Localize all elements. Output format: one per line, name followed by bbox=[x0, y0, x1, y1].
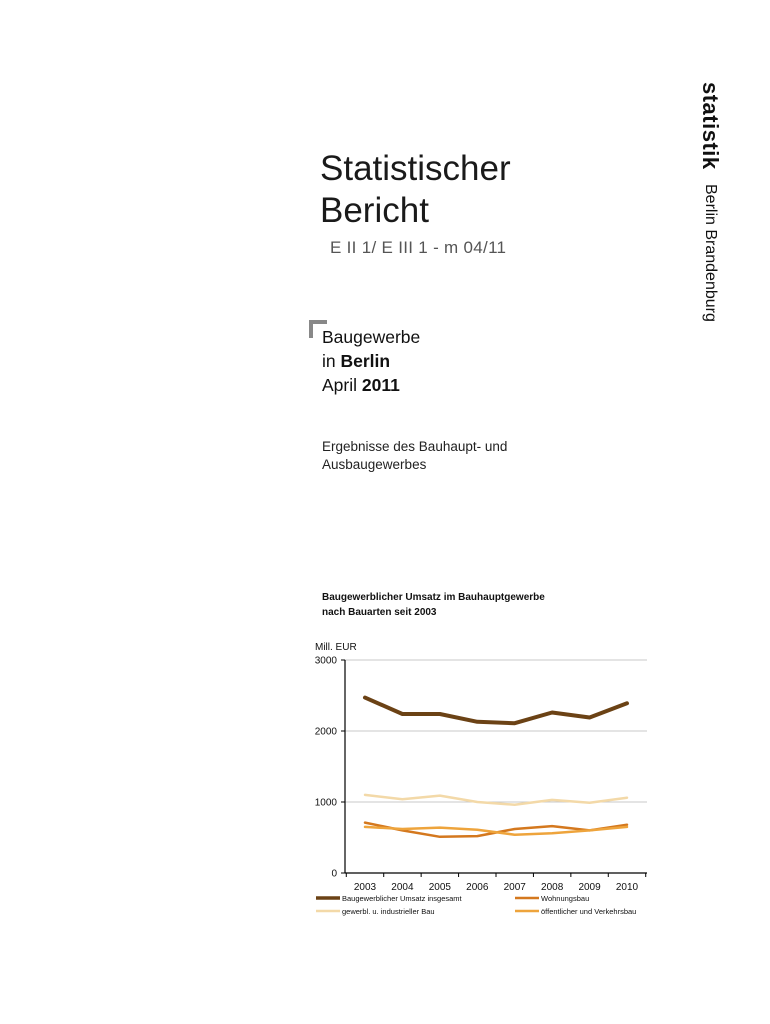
chart-series bbox=[365, 698, 627, 837]
y-tick-label: 0 bbox=[331, 868, 337, 880]
x-tick-label: 2003 bbox=[353, 882, 377, 893]
chart-legend bbox=[316, 894, 636, 916]
brand-statistik: statistik bbox=[698, 82, 723, 170]
series-line-2 bbox=[365, 795, 627, 805]
x-tick-label: 2006 bbox=[466, 882, 489, 893]
y-tick-label: 1000 bbox=[314, 797, 337, 809]
x-tick-label: 2009 bbox=[578, 882, 601, 893]
chart-axes bbox=[341, 660, 647, 877]
legend-label: öffentlicher und Verkehrsbau bbox=[541, 907, 637, 916]
report-title-line2: Bericht bbox=[320, 191, 429, 230]
legend-item bbox=[515, 894, 589, 903]
intro-line1: Ergebnisse des Bauhaupt- und bbox=[322, 439, 508, 454]
y-tick-label: 3000 bbox=[314, 655, 337, 667]
series-line-0 bbox=[365, 698, 627, 724]
x-tick-label: 2005 bbox=[428, 882, 451, 893]
legend-label: Baugewerblicher Umsatz insgesamt bbox=[342, 894, 462, 903]
legend-item bbox=[316, 907, 435, 916]
legend-item bbox=[316, 894, 463, 903]
subject-line2: in Berlin bbox=[322, 351, 391, 371]
subject-region: Berlin bbox=[340, 351, 391, 371]
intro-line2: Ausbaugewerbes bbox=[322, 457, 427, 472]
legend-label: Wohnungsbau bbox=[541, 894, 590, 903]
chart-heading-line2: nach Bauarten seit 2003 bbox=[322, 607, 437, 618]
x-tick-label: 2010 bbox=[615, 882, 639, 893]
x-tick-label: 2008 bbox=[541, 882, 564, 893]
subject-line3: April 2011 bbox=[322, 375, 400, 395]
chart-labels bbox=[315, 642, 639, 893]
subject-year: 2011 bbox=[361, 375, 400, 395]
chart-heading-line1: Baugewerblicher Umsatz im Bauhauptgewerbe bbox=[322, 592, 545, 603]
report-code: E II 1/ E III 1 - m 04/11 bbox=[330, 238, 507, 257]
chart-grid bbox=[345, 660, 647, 802]
subject-line1: Baugewerbe bbox=[322, 327, 421, 347]
y-tick-label: 2000 bbox=[314, 726, 337, 738]
report-title-line1: Statistischer bbox=[320, 149, 511, 188]
x-tick-label: 2004 bbox=[391, 882, 414, 893]
brand-region: Berlin Brandenburg bbox=[702, 184, 719, 322]
x-tick-label: 2007 bbox=[503, 882, 526, 893]
legend-label: gewerbl. u. industrieller Bau bbox=[342, 907, 435, 916]
y-axis-label: Mill. EUR bbox=[315, 642, 357, 653]
legend-item bbox=[515, 907, 636, 916]
